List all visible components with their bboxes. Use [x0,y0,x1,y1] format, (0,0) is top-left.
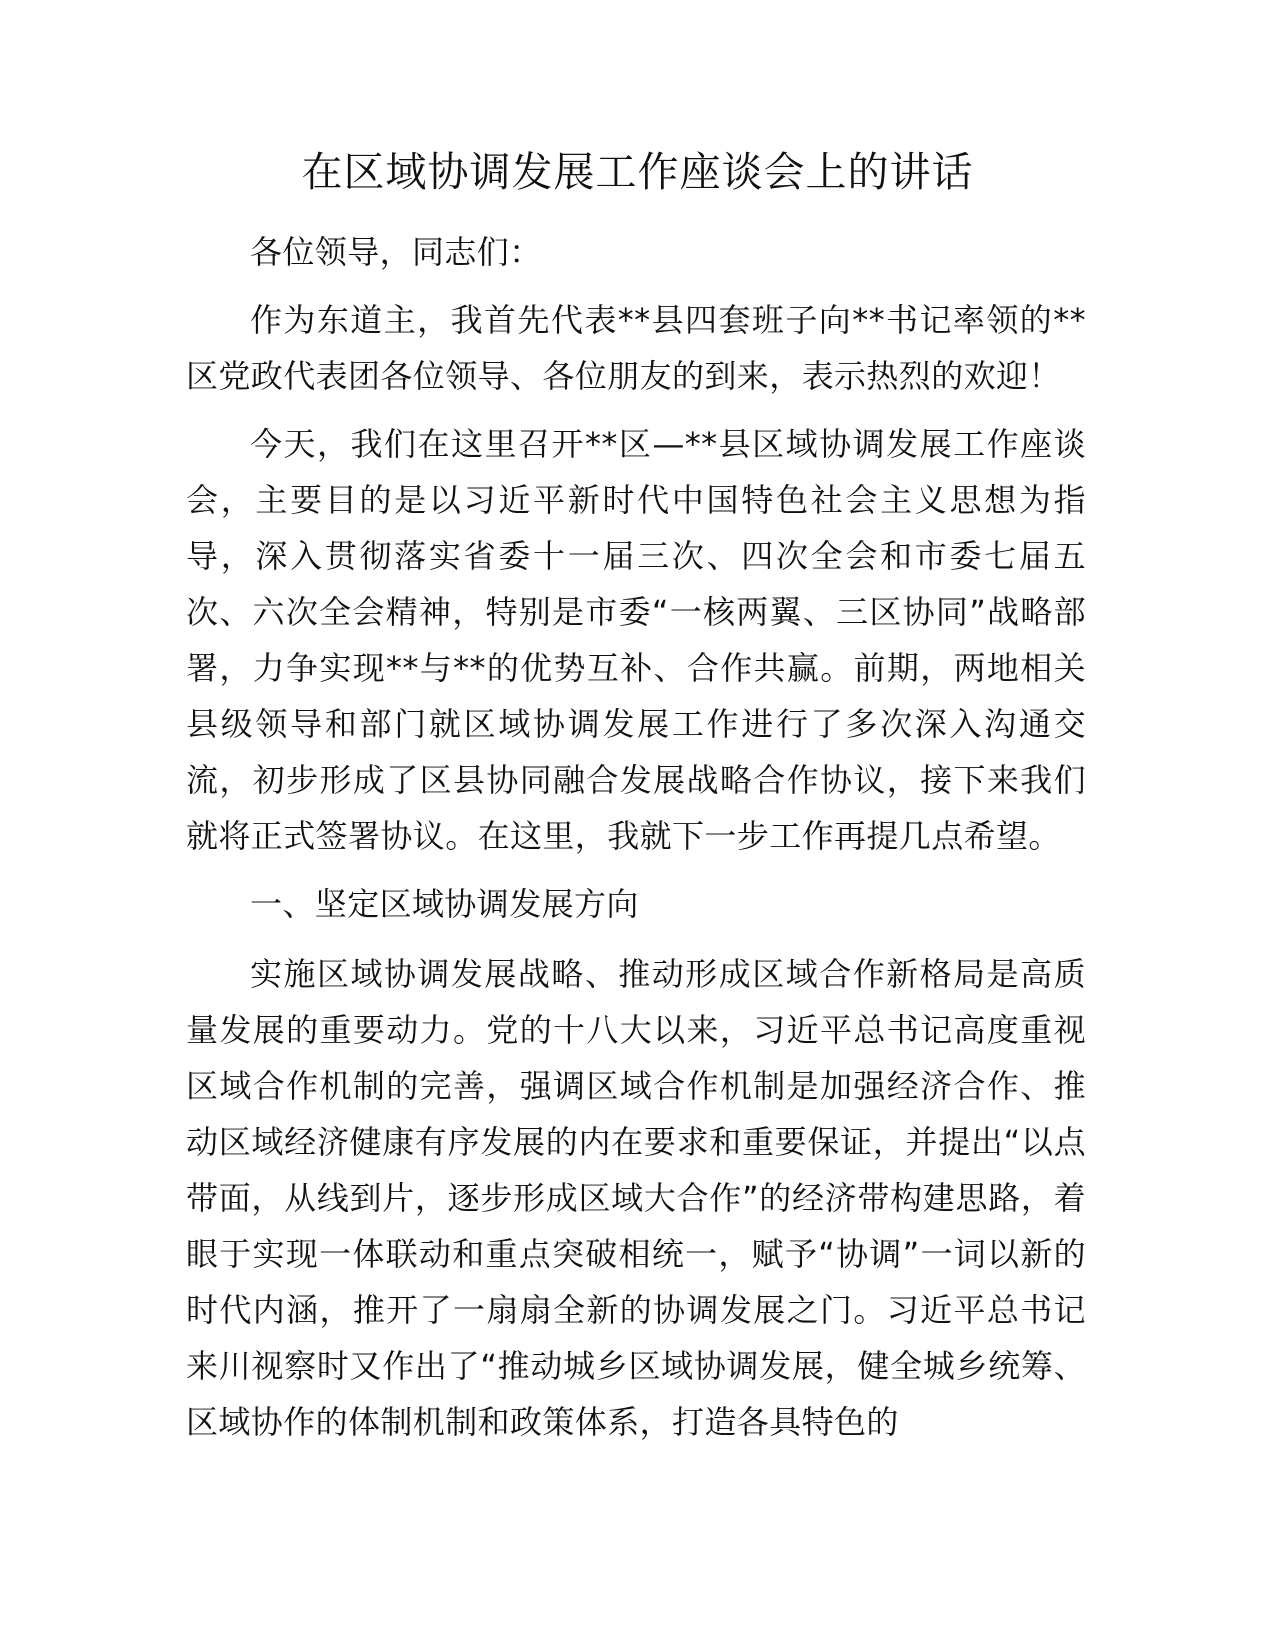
paragraph-welcome: 作为东道主，我首先代表**县四套班子向**书记率领的**区党政代表团各位领导、各位朋友的到来，表示热烈的欢迎！ [186,301,1086,395]
paragraph-purpose: 今天，我们在这里召开**区—**县区域协调发展工作座谈会，主要目的是以习近平新时代中国特色社会主义思想为指导，深入贯彻落实省委十一届三次、四次全会和市委七届五次、六次全会精神，特别是市委“一核两翼、三区协同”战略部署，力争实现**与**的优势互补、合作共赢。前期，两地相关县级领导和部门就区域协调发展工作进行了多次深入沟通交流，初步形成了区县协同融合发展战略合作协议，接下来我们就将正式签署协议。在这里，我就下一步工作再提几点希望。 [186,425,1086,855]
salutation: 各位领导，同志们： [250,233,542,271]
paragraph-strategy: 实施区域协调发展战略、推动形成区域合作新格局是高质量发展的重要动力。党的十八大以来，习近平总书记高度重视区域合作机制的完善，强调区域合作机制是加强经济合作、推动区域经济健康有序发展的内在要求和重要保证，并提出“以点带面，从线到片，逐步形成区域大合作”的经济带构建思路，着眼于实现一体联动和重点突破相统一，赋予“协调”一词以新的时代内涵，推开了一扇扇全新的协调发展之门。习近平总书记来川视察时又作出了“推动城乡区域协调发展，健全城乡统筹、区域协作的体制机制和政策体系，打造各具特色的 [186,955,1086,1441]
document-body [186,224,1086,1462]
section-heading-1: 一、坚定区域协调发展方向 [250,885,639,923]
document-title: 在区域协调发展工作座谈会上的讲话 [301,148,974,196]
